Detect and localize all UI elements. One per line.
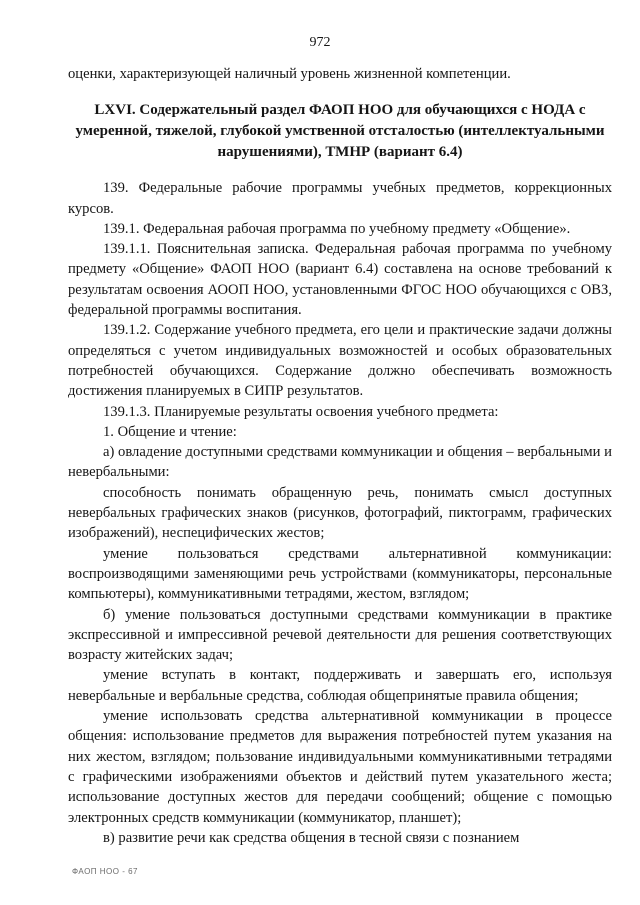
paragraph-ability-understand: способность понимать обращенную речь, понимать смысл доступных невербальных графических знаков (рисунков, фотографий, пиктограмм, графических изображений), неспецифических жестов; [68,484,612,542]
paragraph-ability-use-alternative: умение использовать средства альтернативной коммуникации в процессе общения: использование предметов для выражения потребностей путем указания на них жестом, взглядом; пользование индивидуальными коммуникативными тетрадями с графическими изображениями объектов и действий путем указательного жеста; использование доступных жестов для передачи сообщений; общение с помощью электронных средств коммуникации (коммуникатор, планшет); [68,708,612,826]
page-number: 972 [309,35,331,50]
paragraph-139-1-1: 139.1.1. Пояснительная записка. Федеральная рабочая программа по учебному предмету «Общение» ФАОП НОО (вариант 6.4) составлена на основе требований к результатам освоения АООП НОО, установленными ФГОС НОО обучающихся с ОВЗ, федеральной программы воспитания. [68,241,612,319]
document-body [68,64,612,848]
section-heading: LXVI. Содержательный раздел ФАОП НОО для обучающихся с НОДА с умеренной, тяжелой, глубокой умственной отсталостью (интеллектуальными нарушениями), ТМНР (вариант 6.4) [75,102,605,161]
paragraph-continuation: оценки, характеризующей наличный уровень жизненной компетенции. [68,66,511,82]
paragraph-139-1-2: 139.1.2. Содержание учебного предмета, его цели и практические задачи должны определяться с учетом индивидуальных возможностей и особых образовательных потребностей обучающихся. Содержание должно обеспечивать возможность достижения планируемых в СИПР результатов. [68,322,612,400]
paragraph-139-1-3: 139.1.3. Планируемые результаты освоения учебного предмета: [103,403,499,420]
list-item-b: б) умение пользоваться доступными средствами коммуникации в практике экспрессивной и импрессивной речевой деятельности для решения соответствующих возрасту житейских задач; [68,606,612,664]
paragraph-ability-alternative: умение пользоваться средствами альтернативной коммуникации: воспроизводящими заменяющими речь устройствами (коммуникаторы, персональные компьютеры), коммуникативными тетрадями, жестом, взглядом; [68,545,612,603]
list-item-a: а) овладение доступными средствами коммуникации и общения – вербальными и невербальными: [68,444,612,481]
list-item-v: в) развитие речи как средства общения в тесной связи с познанием [103,829,520,846]
paragraph-139: 139. Федеральные рабочие программы учебных предметов, коррекционных курсов. [68,180,612,217]
paragraph-139-1: 139.1. Федеральная рабочая программа по учебному предмету «Общение». [103,220,571,237]
list-item-1: 1. Общение и чтение: [103,423,237,440]
footer-code: ФАОП НОО - 67 [72,867,138,876]
paragraph-ability-contact: умение вступать в контакт, поддерживать и завершать его, используя невербальные и вербальные средства, соблюдая общепринятые правила общения; [68,667,612,704]
